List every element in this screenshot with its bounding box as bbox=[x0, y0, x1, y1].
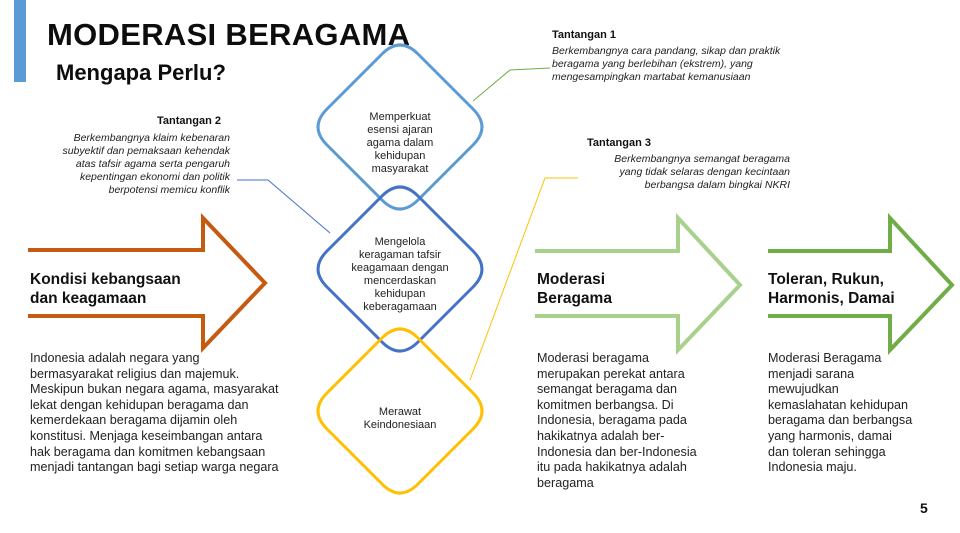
body-line: Indonesia dan ber-Indonesia bbox=[537, 444, 697, 459]
body-line: menjadi sarana bbox=[768, 366, 855, 381]
diamond-2-line: keagamaan dengan bbox=[351, 262, 449, 274]
tantangan-1-line: Berkembangnya cara pandang, sikap dan praktik bbox=[552, 45, 781, 57]
diamond-3-line: Keindonesiaan bbox=[363, 419, 437, 431]
tantangan-2-line: atas tafsir agama serta pengaruh bbox=[75, 158, 230, 170]
body-line: semangat beragama dan bbox=[537, 382, 678, 397]
heading-line: Beragama bbox=[537, 290, 612, 307]
body-line: yang harmonis, damai bbox=[768, 428, 892, 443]
tantangan-2-title: Tantangan 2 bbox=[157, 115, 221, 127]
body-line: beragama dan berbangsa bbox=[768, 413, 913, 428]
tantangan-2-line: Berkembangnya klaim kebenaran bbox=[73, 132, 230, 144]
tantangan-3-text bbox=[570, 153, 790, 192]
diamond-2-line: Mengelola bbox=[374, 236, 426, 248]
diamond-2-line: kehidupan bbox=[374, 288, 426, 300]
heading-line: Toleran, Rukun, bbox=[768, 271, 884, 288]
tantangan-3-title: Tantangan 3 bbox=[587, 137, 651, 149]
tantangan-1-text bbox=[552, 45, 852, 84]
heading-line: dan keagamaan bbox=[30, 290, 147, 307]
tantangan-3-line: Berkembangnya semangat beragama bbox=[614, 153, 790, 165]
connector-tantangan-1 bbox=[473, 68, 550, 101]
diamond-3-line: Merawat bbox=[378, 406, 422, 418]
tantangan-2-line: kepentingan ekonomi dan politik bbox=[79, 171, 230, 183]
diamond-2-line: mencerdaskan bbox=[363, 275, 437, 287]
body-line: Moderasi Beragama bbox=[768, 351, 882, 365]
heading-line: Moderasi bbox=[537, 271, 606, 288]
tantangan-2-line: berpotensi memicu konflik bbox=[108, 184, 230, 196]
tantangan-1-title: Tantangan 1 bbox=[552, 29, 616, 41]
tantangan-2-text bbox=[30, 132, 230, 197]
body-line: menjadi tantangan bagi setiap warga negara bbox=[30, 460, 279, 475]
heading-moderasi bbox=[537, 270, 612, 308]
body-moderasi bbox=[537, 351, 737, 491]
body-line: hak beragama dan komitmen kebangsaan bbox=[30, 444, 266, 459]
heading-line: Kondisi kebangsaan bbox=[30, 271, 181, 288]
page-number: 5 bbox=[920, 500, 928, 516]
body-line: kemerdekaan beragama dijamin oleh bbox=[30, 413, 238, 428]
body-line: komitmen berbangsa. Di bbox=[537, 397, 674, 412]
tantangan-2-line: subyektif dan pemaksaan kehendak bbox=[62, 145, 230, 157]
body-line: kemaslahatan kehidupan bbox=[768, 397, 909, 412]
tantangan-3-line: berbangsa dalam bingkai NKRI bbox=[644, 179, 790, 191]
diamond-3-text bbox=[340, 406, 460, 432]
body-line: dan toleran sehingga bbox=[768, 444, 886, 459]
body-line: hakikatnya adalah ber- bbox=[537, 428, 665, 443]
diamond-1-line: kehidupan bbox=[374, 150, 426, 162]
diamond-2-text bbox=[335, 236, 465, 314]
diamond-1-line: Memperkuat bbox=[369, 111, 431, 123]
tantangan-1-line: mengesampingkan martabat kemanusiaan bbox=[552, 71, 751, 83]
body-line: Indonesia adalah negara yang bbox=[30, 351, 200, 365]
heading-toleran bbox=[768, 270, 895, 308]
connector-tantangan-2 bbox=[237, 180, 330, 233]
body-line: merupakan perekat antara bbox=[537, 366, 685, 381]
diamond-2-line: keragaman tafsir bbox=[359, 249, 441, 261]
tantangan-3-line: yang tidak selaras dengan kecintaan bbox=[619, 166, 790, 178]
body-line: Meskipun bukan negara agama, masyarakat bbox=[30, 382, 279, 397]
diamond-1-text bbox=[340, 111, 460, 176]
body-toleran bbox=[768, 351, 948, 476]
diamond-2-line: keberagamaan bbox=[363, 301, 437, 313]
body-line: itu pada hakikatnya adalah bbox=[537, 460, 687, 475]
body-line: Indonesia, beragama pada bbox=[537, 413, 687, 428]
diamond-1-line: masyarakat bbox=[371, 163, 429, 175]
page-subtitle: Mengapa Perlu? bbox=[56, 60, 226, 85]
page-title: MODERASI BERAGAMA bbox=[47, 17, 411, 52]
diamond-1-line: agama dalam bbox=[366, 137, 434, 149]
body-line: konstitusi. Menjaga keseimbangan antara bbox=[30, 428, 263, 443]
tantangan-1-line: beragama yang berlebihan (ekstrem), yang bbox=[552, 58, 753, 70]
body-line: beragama bbox=[537, 475, 594, 490]
body-line: Moderasi beragama bbox=[537, 351, 650, 365]
body-line: mewujudkan bbox=[768, 382, 839, 397]
body-line: Indonesia maju. bbox=[768, 460, 857, 475]
body-kondisi bbox=[30, 351, 330, 476]
diamond-1-line: esensi ajaran bbox=[367, 124, 433, 136]
heading-kondisi bbox=[30, 270, 181, 308]
heading-line: Harmonis, Damai bbox=[768, 290, 895, 307]
body-line: bermasyarakat religius dan majemuk. bbox=[30, 366, 240, 381]
body-line: lekat dengan kehidupan beragama dan bbox=[30, 397, 249, 412]
